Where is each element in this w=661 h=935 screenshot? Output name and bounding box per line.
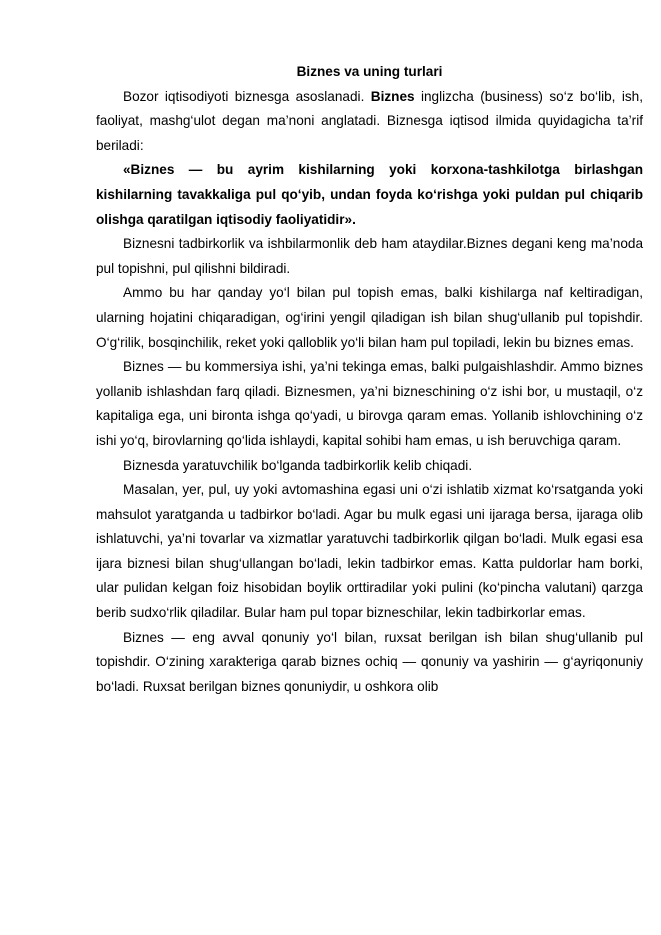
paragraph-1-part-1: Bozor iqtisodiyoti biznesga asoslanadi. [123,88,371,104]
paragraph-6 [96,454,643,479]
definition-paragraph [96,158,643,232]
paragraph-4-text: Ammo bu har qanday yo‘l bilan pul topish emas, balki kishilarga naf keltiradigan, ularning hojatini chiqaradigan, og‘irini yengil qiladigan ish bilan shug‘ullanib pul topishdir. O‘g‘rilik, bosqinchilik, reket yoki qalloblik yo‘li bilan ham pul topiladi, lekin bu biznes emas. [96,285,643,350]
paragraph-3 [96,232,643,281]
document-title: Biznes va uning turlari [296,64,443,79]
definition-text: «Biznes — bu ayrim kishilarning yoki korxona-tashkilotga birlashgan kishilarning tavakkaliga pul qo‘yib, undan foyda ko‘rishga yoki puldan pul chiqarib olishga qaratilgan iqtisodiy faoliyatidir». [96,162,643,227]
paragraph-6-text: Biznesda yaratuvchilik bo‘lganda tadbirkorlik kelib chiqadi. [123,457,473,473]
paragraph-1-bold-term: Biznes [370,88,415,104]
paragraph-7-text: Masalan, yer, pul, uy yoki avtomashina egasi uni o‘zi ishlatib xizmat ko‘rsatganda yoki mahsulot yaratganda u tadbirkor bo‘ladi. Agar bu mulk egasi uni ijaraga bersa, ijaraga olib ishlatuvchi, ya’ni tovarlar va xizmatlar yaratuvchi tadbirkorlik qilgan bo‘ladi. Mulk egasi esa ijara biznesi bilan shug‘ullangan bo‘ladi, lekin tadbirkor emas. Katta puldorlar ham borki, ular pulidan kelgan foiz hisobidan boylik orttiradilar yoki pulini (ko‘pincha valutani) qarzga berib sudxo‘rlik qiladilar. Bular ham pul topar bizneschilar, lekin tadbirkorlar emas. [96,482,643,621]
paragraph-1-part-3: inglizcha (business) so‘z bo‘lib, ish, faoliyat, mashg‘ulot degan ma’noni anglatadi. Biznesga iqtisod ilmida quyidagicha ta’rif beriladi: [96,88,643,153]
paragraph-8-text: Biznes — eng avval qonuniy yo‘l bilan, ruxsat berilgan ish bilan shug‘ullanib pul topishdir. O‘zining xarakteriga qarab biznes ochiq — qonuniy va yashirin — g‘ayriqonuniy bo‘ladi. Ruxsat berilgan biznes qonuniydir, u oshkora olib [96,629,643,694]
paragraph-1 [96,85,643,159]
paragraph-8 [96,626,643,700]
document-page [96,60,643,699]
paragraph-5-text: Biznes — bu kommersiya ishi, ya’ni tekinga emas, balki pulgaishlashdir. Ammo biznes yollanib ishlashdan farq qiladi. Biznesmen, ya’ni bizneschining o‘z ishi bor, u mustaqil, o‘z kapitaliga ega, uni bironta ishga qo‘yadi, u birovga qaram emas. Yollanib ishlovchining o‘z ishi yo‘q, birovlarning qo‘lida ishlaydi, kapital sohibi ham emas, u ish beruvchiga qaram. [96,359,643,448]
paragraph-4 [96,281,643,355]
paragraph-3-text: Biznesni tadbirkorlik va ishbilarmonlik deb ham ataydilar.Biznes degani keng ma’noda pul topishni, pul qilishni bildiradi. [96,236,643,276]
paragraph-5 [96,355,643,453]
paragraph-7 [96,478,643,626]
